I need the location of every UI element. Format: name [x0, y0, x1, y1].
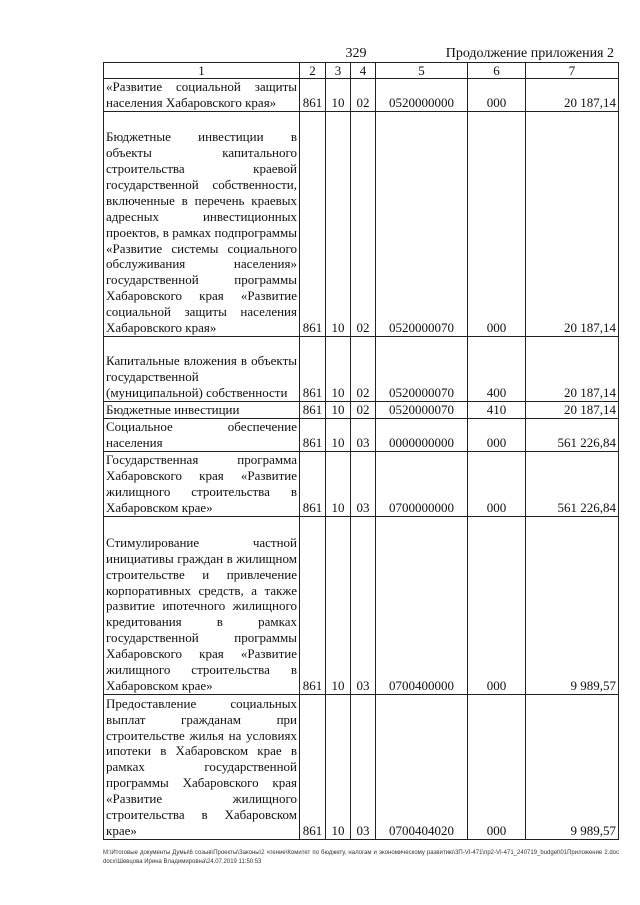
expense-type-code: 000: [468, 112, 526, 337]
expense-type-code: 000: [468, 418, 526, 451]
subsection-code: 03: [351, 451, 376, 516]
subsection-code: 02: [351, 79, 376, 112]
expense-type-code: 000: [468, 79, 526, 112]
amount: 561 226,84: [526, 451, 619, 516]
table-row: [104, 337, 619, 402]
amount: 9 989,57: [526, 516, 619, 694]
table-row: [104, 694, 619, 839]
ministry-code: 861: [300, 402, 326, 419]
row-description: Социальное обеспечение населения: [104, 418, 300, 451]
section-code: 10: [326, 337, 351, 402]
subsection-code: 02: [351, 112, 376, 337]
row-description: Государственная программа Хабаровского края «Развитие жилищного строительства в Хабаровском крае»: [104, 451, 300, 516]
row-description: Стимулирование частной инициативы граждан в жилищном строительстве и привлечение корпоративных средств, а также развитие ипотечного жилищного кредитования в рамках государственной программы Хабаровского края «Развитие жилищного строительства в Хабаровском крае»: [104, 516, 300, 694]
ministry-code: 861: [300, 694, 326, 839]
row-description: «Развитие социальной защиты населения Хабаровского края»: [104, 79, 300, 112]
expense-type-code: 000: [468, 451, 526, 516]
table-row: [104, 79, 619, 112]
table-row: [104, 418, 619, 451]
subsection-code: 03: [351, 516, 376, 694]
expense-type-code: 000: [468, 516, 526, 694]
expense-type-code: 400: [468, 337, 526, 402]
row-description: Бюджетные инвестиции: [104, 402, 300, 419]
table-row: [104, 112, 619, 337]
section-code: 10: [326, 112, 351, 337]
amount: 561 226,84: [526, 418, 619, 451]
ministry-code: 861: [300, 112, 326, 337]
section-code: 10: [326, 79, 351, 112]
ministry-code: 861: [300, 337, 326, 402]
subsection-code: 03: [351, 418, 376, 451]
section-code: 10: [326, 402, 351, 419]
amount: 9 989,57: [526, 694, 619, 839]
column-header: 1: [104, 63, 300, 79]
target-code: 0700404020: [376, 694, 468, 839]
target-code: 0700400000: [376, 516, 468, 694]
ministry-code: 861: [300, 451, 326, 516]
target-code: 0520000070: [376, 337, 468, 402]
subsection-code: 02: [351, 337, 376, 402]
ministry-code: 861: [300, 79, 326, 112]
subsection-code: 02: [351, 402, 376, 419]
subsection-code: 03: [351, 694, 376, 839]
section-code: 10: [326, 451, 351, 516]
page-number: 329: [345, 46, 367, 61]
column-header-row: [104, 63, 619, 79]
column-header: 4: [351, 63, 376, 79]
target-code: 0520000070: [376, 402, 468, 419]
amount: 20 187,14: [526, 402, 619, 419]
column-header: 7: [526, 63, 619, 79]
continuation-label: Продолжение приложения 2: [445, 46, 614, 61]
amount: 20 187,14: [526, 112, 619, 337]
amount: 20 187,14: [526, 337, 619, 402]
target-code: 0520000000: [376, 79, 468, 112]
target-code: 0700000000: [376, 451, 468, 516]
section-code: 10: [326, 516, 351, 694]
amount: 20 187,14: [526, 79, 619, 112]
budget-table: [103, 62, 619, 840]
ministry-code: 861: [300, 516, 326, 694]
section-code: 10: [326, 418, 351, 451]
row-description: Предоставление социальных выплат гражданам при строительстве жилья на условиях ипотеки в Хабаровском крае в рамках государственной программы Хабаровского края «Развитие жилищного строительства в Хабаровском крае»: [104, 694, 300, 839]
column-header: 6: [468, 63, 526, 79]
column-header: 5: [376, 63, 468, 79]
section-code: 10: [326, 694, 351, 839]
table-row: [104, 516, 619, 694]
column-header: 3: [326, 63, 351, 79]
target-code: 0000000000: [376, 418, 468, 451]
row-description: Капитальные вложения в объекты государственной (муниципальной) собственности: [104, 337, 300, 402]
column-header: 2: [300, 63, 326, 79]
target-code: 0520000070: [376, 112, 468, 337]
expense-type-code: 000: [468, 694, 526, 839]
file-path-footer: M:\Итоговые документы Думы\6 созыв\Проекты\Законы\2 чтение\Комитет по бюджету, налогам и экономическому развитию\3П-VI-471\пр2-VI-471_240719_budget\01Приложение 2.doc docx\Шевцова Ирина Владимировна\24.07.2019 11:50:53: [103, 850, 619, 865]
row-description: Бюджетные инвестиции в объекты капитального строительства краевой государственной собственности, включенные в перечень краевых адресных инвестиционных проектов, в рамках подпрограммы «Развитие системы социального обслуживания населения» государственной программы Хабаровского края «Развитие социальной защиты населения Хабаровского края»: [104, 112, 300, 337]
table-row: [104, 451, 619, 516]
table-row: [104, 402, 619, 419]
ministry-code: 861: [300, 418, 326, 451]
expense-type-code: 410: [468, 402, 526, 419]
